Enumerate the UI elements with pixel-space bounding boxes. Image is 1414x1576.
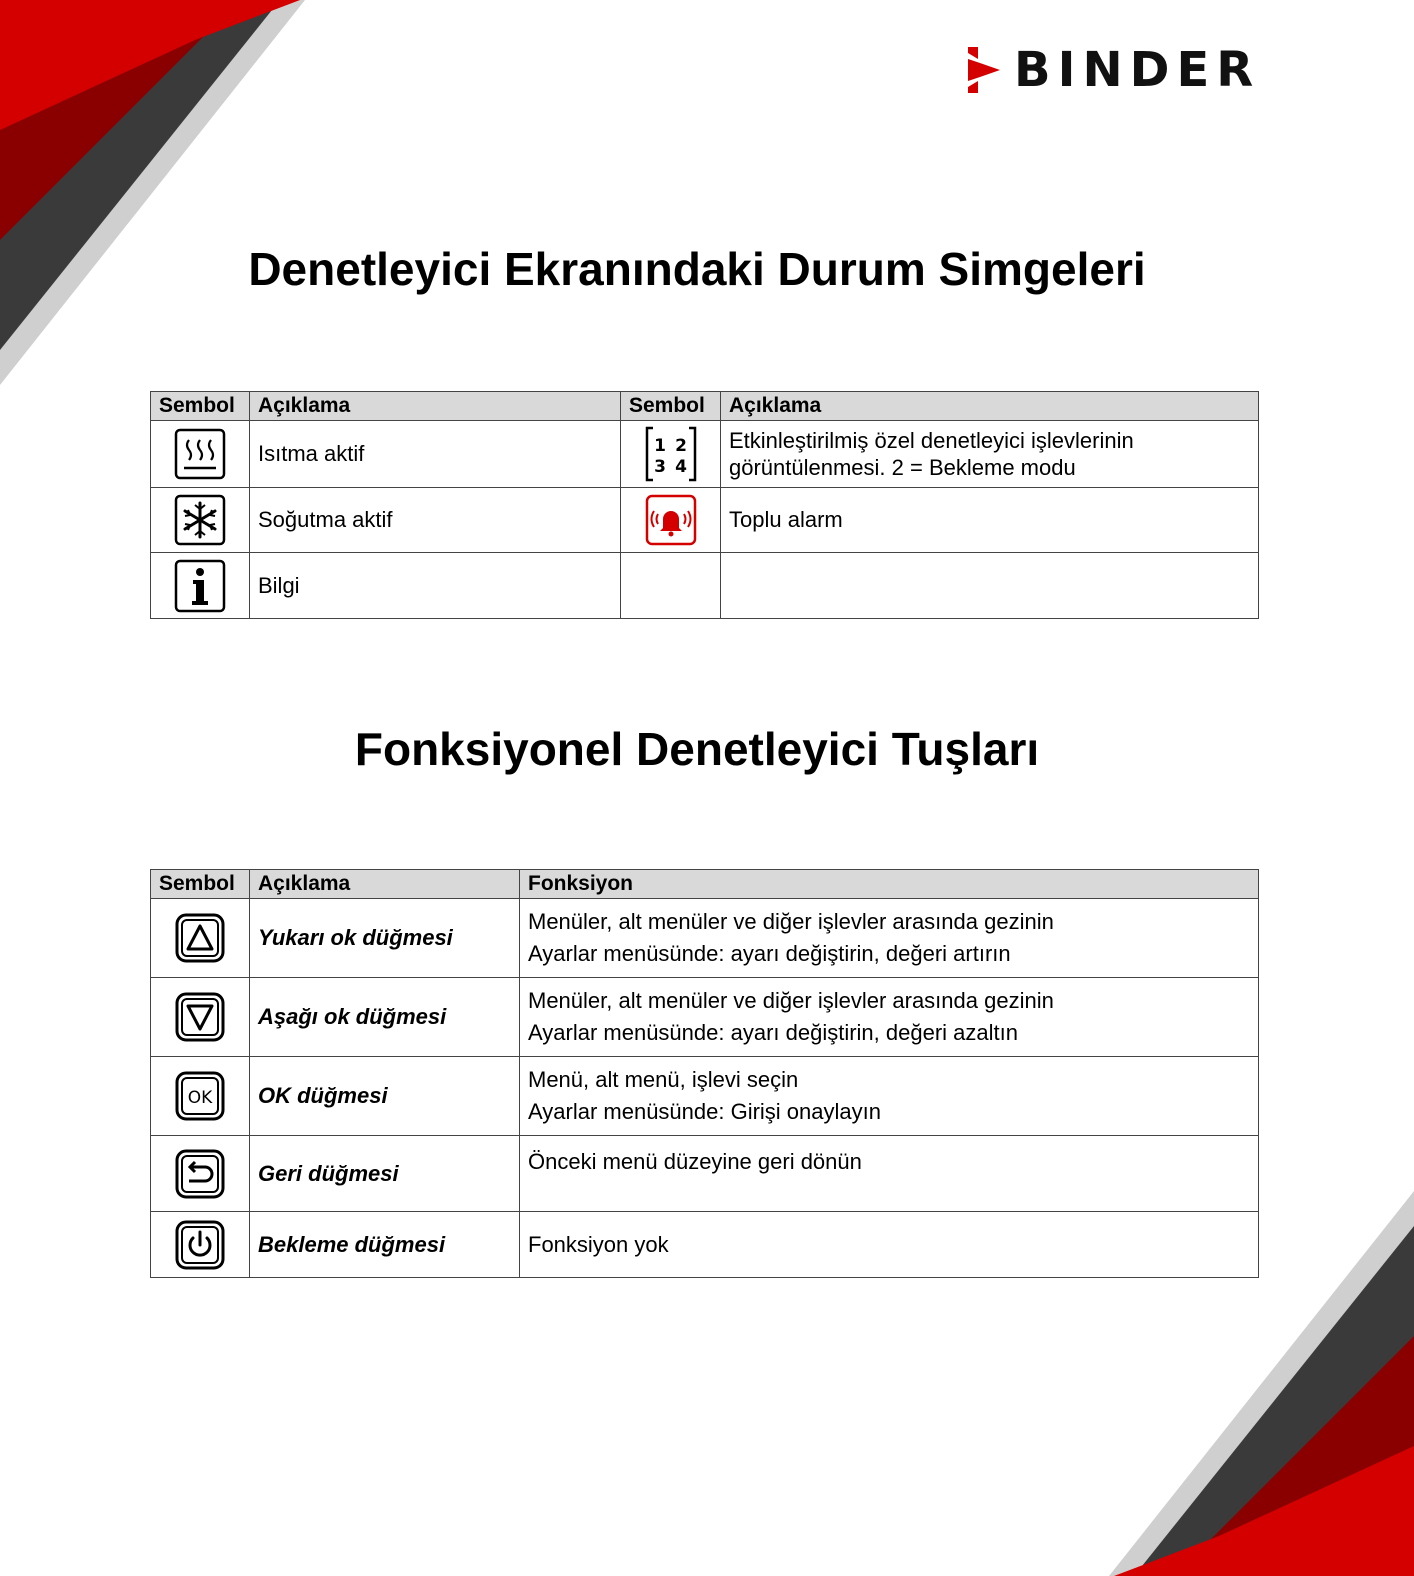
symbol-cell [621,488,721,553]
controller-function-1: 1 [653,436,666,456]
function-line: Fonksiyon yok [528,1231,669,1257]
symbol-cell [621,421,721,488]
key-name-cell: Yukarı ok düğmesi [250,899,520,978]
table-row [151,488,1259,553]
key-name-cell: Bekleme düğmesi [250,1212,520,1278]
symbol-cell [151,1212,250,1278]
controller-functions-icon [645,426,697,482]
function-cell [520,1057,1259,1136]
controller-function-3: 3 [653,457,666,477]
binder-logo-text: BINDER [1014,42,1261,98]
corner-decoration-top-left [0,0,310,390]
symbol-cell-empty [621,553,721,619]
key-name-cell: Aşağı ok düğmesi [250,978,520,1057]
function-line: Ayarlar menüsünde: ayarı değiştirin, değeri artırın [528,941,1011,966]
info-icon [174,559,226,613]
function-cell [520,978,1259,1057]
alarm-bell-icon [645,494,697,546]
table-row [151,1136,1259,1212]
header-symbol: Sembol [151,870,250,899]
description-line: görüntülenmesi. 2 = Bekleme modu [729,455,1076,480]
function-line: Menüler, alt menüler ve diğer işlevler arasında gezinin [528,909,1054,934]
status-symbols-table [150,391,1259,619]
cooling-icon [174,494,226,546]
key-name-cell: OK düğmesi [250,1057,520,1136]
heating-icon [174,428,226,480]
function-cell [520,1136,1259,1212]
description-cell-empty [721,553,1259,619]
status-symbols-title: Denetleyici Ekranındaki Durum Simgeleri [248,243,1146,295]
function-cell [520,899,1259,978]
function-cell [520,1212,1259,1278]
description-cell: Isıtma aktif [250,421,621,488]
binder-logo-mark-icon [968,45,1004,95]
symbol-cell [151,978,250,1057]
table-header-row [151,392,1259,421]
table-row [151,1057,1259,1136]
arrow-up-key-icon [174,912,226,964]
function-line: Menü, alt menü, işlevi seçin [528,1067,799,1092]
ok-key-icon [174,1070,226,1122]
function-line: Önceki menü düzeyine geri dönün [528,1149,862,1174]
binder-logo [968,44,1260,96]
header-symbol-2: Sembol [621,392,721,421]
standby-key-icon [174,1219,226,1271]
symbol-cell [151,488,250,553]
function-keys-table [150,869,1259,1278]
symbol-cell [151,899,250,978]
back-key-icon [174,1148,226,1200]
symbol-cell [151,1136,250,1212]
description-cell: Soğutma aktif [250,488,621,553]
description-cell: Toplu alarm [721,488,1259,553]
arrow-down-key-icon [174,991,226,1043]
symbol-cell [151,1057,250,1136]
header-symbol: Sembol [151,392,250,421]
table-row [151,553,1259,619]
header-function: Fonksiyon [520,870,1259,899]
header-description-2: Açıklama [721,392,1259,421]
description-cell [721,421,1259,488]
ok-key-label: OK [187,1088,213,1108]
table-row [151,1212,1259,1278]
controller-function-2: 2 [674,436,687,456]
controller-function-4: 4 [674,457,687,477]
description-line: Etkinleştirilmiş özel denetleyici işlevlerinin [729,428,1134,453]
description-cell: Bilgi [250,553,621,619]
function-line: Ayarlar menüsünde: Girişi onaylayın [528,1099,881,1124]
function-keys-title: Fonksiyonel Denetleyici Tuşları [354,723,1040,775]
key-name-cell: Geri düğmesi [250,1136,520,1212]
header-description: Açıklama [250,392,621,421]
function-line: Menüler, alt menüler ve diğer işlevler arasında gezinin [528,988,1054,1013]
table-row [151,978,1259,1057]
table-row [151,899,1259,978]
table-header-row [151,870,1259,899]
symbol-cell [151,553,250,619]
header-description: Açıklama [250,870,520,899]
function-line: Ayarlar menüsünde: ayarı değiştirin, değeri azaltın [528,1020,1018,1045]
table-row [151,421,1259,488]
symbol-cell [151,421,250,488]
